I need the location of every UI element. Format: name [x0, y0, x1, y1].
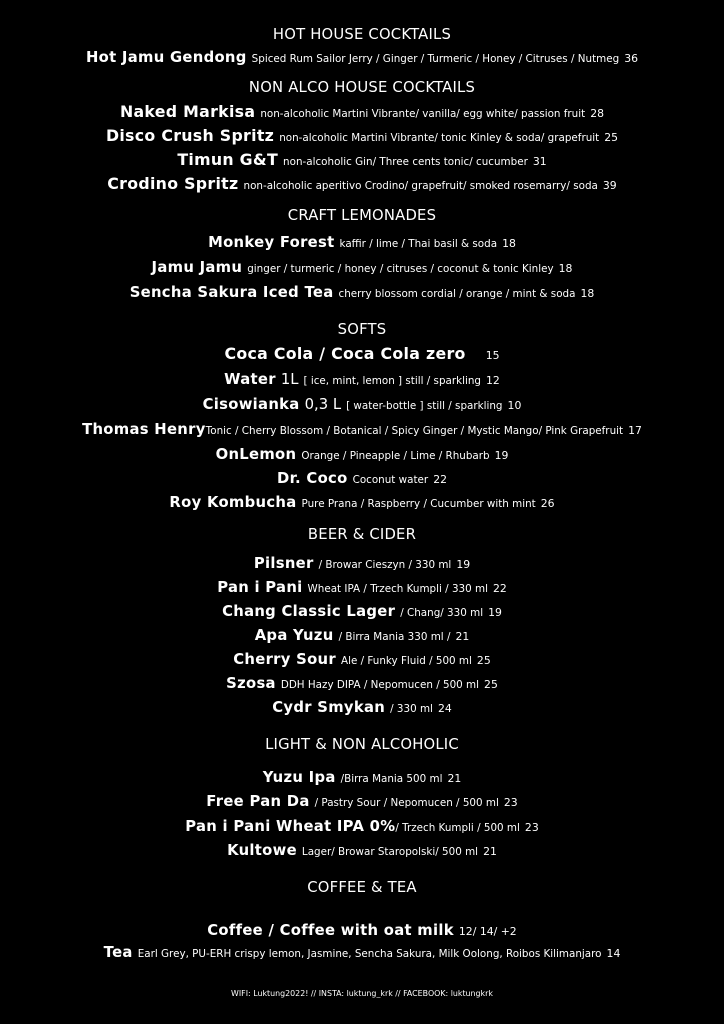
menu-item: [5, 234, 719, 250]
item-desc: non-alcoholic Martini Vibrante/ tonic Kinley & soda/ grapefruit: [279, 131, 600, 144]
section-title-beer-cider: BEER & CIDER: [307, 525, 417, 543]
menu-item: [5, 675, 719, 691]
item-price: 12/ 14/ +2: [458, 924, 517, 938]
menu-item: [5, 104, 719, 120]
item-name: Naked Markisa: [119, 102, 256, 121]
item-price: 36: [624, 51, 639, 65]
footer-contact: WIFI: Luktung2022! // INSTA: luktung_krk // FACEBOOK: luktungkrk: [231, 989, 493, 998]
item-name: Cydr Smykan: [272, 698, 386, 716]
item-name: Pilsner: [253, 554, 314, 572]
item-price: 24: [437, 701, 452, 715]
item-price: 23: [524, 820, 539, 834]
item-price: 25: [604, 130, 619, 144]
item-desc: kaffir / lime / Thai basil & soda: [339, 237, 498, 250]
section-title-craft-lemonades: CRAFT LEMONADES: [287, 206, 437, 224]
item-desc: DDH Hazy DIPA / Nepomucen / 500 ml: [280, 678, 480, 691]
item-name: Dr. Coco: [277, 469, 348, 487]
menu-item: [5, 470, 719, 486]
item-desc: Lager/ Browar Staropolski/ 500 ml: [301, 845, 479, 858]
item-price: 21: [483, 844, 497, 858]
item-desc: [ ice, mint, lemon ] still / sparkling: [303, 374, 482, 387]
item-price: 22: [433, 472, 447, 486]
item-desc: ginger / turmeric / honey / citruses / coconut & tonic Kinley: [247, 262, 554, 275]
item-name: Apa Yuzu: [254, 626, 334, 644]
item-desc: /Birra Mania 500 ml: [340, 772, 443, 785]
item-price: 28: [590, 106, 605, 120]
menu-item: [5, 603, 719, 619]
item-size: 0,3 L: [304, 395, 342, 413]
item-desc: non-alcoholic Gin/ Three cents tonic/ cucumber: [283, 155, 528, 168]
menu-item: [5, 579, 719, 595]
item-price: 21: [447, 771, 462, 785]
item-name: Sencha Sakura Iced Tea: [129, 283, 334, 301]
item-name: Szosa: [226, 674, 276, 692]
menu-item: [5, 627, 719, 643]
item-name: Kultowe: [227, 841, 297, 859]
item-desc: non-alcoholic Martini Vibrante/ vanilla/ egg white/ passion fruit: [260, 107, 586, 120]
item-desc: / Birra Mania 330 ml /: [338, 630, 451, 643]
item-desc: Pure Prana / Raspberry / Cucumber with mint: [301, 497, 536, 510]
menu-item: [5, 371, 719, 387]
item-price: 10: [507, 398, 522, 412]
item-name: Cisowianka: [202, 395, 300, 413]
item-price: 19: [456, 557, 471, 571]
item-name: Cherry Sour: [233, 650, 336, 668]
menu-item: [5, 396, 719, 412]
menu-item: [5, 259, 719, 275]
menu-item: [5, 176, 719, 192]
item-desc: / 330 ml: [390, 702, 433, 715]
menu-item: [5, 793, 719, 809]
menu-item: [5, 651, 719, 667]
item-name: Chang Classic Lager: [222, 602, 396, 620]
menu-item: [5, 346, 719, 362]
menu-item: [5, 494, 719, 510]
item-desc: Tonic / Cherry Blossom / Botanical / Spicy Ginger / Mystic Mango/ Pink Grapefruit: [205, 424, 624, 437]
item-desc: cherry blossom cordial / orange / mint & soda: [338, 287, 576, 300]
item-price: 21: [455, 629, 470, 643]
item-name: Crodino Spritz: [107, 174, 239, 193]
item-desc: Ale / Funky Fluid / 500 ml: [340, 654, 472, 667]
item-name: Disco Crush Spritz: [105, 126, 275, 145]
item-name: OnLemon: [215, 445, 297, 463]
item-price: 39: [602, 178, 617, 192]
section-title-hot-house: HOT HOUSE COCKTAILS: [272, 25, 452, 43]
menu-item: [5, 769, 719, 785]
menu-item: [5, 818, 719, 834]
menu-item: [5, 421, 719, 437]
item-price: 15: [485, 348, 500, 362]
item-desc: [ water-bottle ] still / sparkling: [346, 399, 503, 412]
item-price: 19: [488, 605, 502, 619]
item-price: 22: [492, 581, 507, 595]
section-title-coffee-tea: COFFEE & TEA: [307, 878, 417, 896]
item-desc: / Browar Cieszyn / 330 ml: [318, 558, 452, 571]
section-title-non-alco-house: NON ALCO HOUSE COCKTAILS: [248, 78, 476, 96]
item-name: Jamu Jamu: [151, 258, 243, 276]
menu-item: [5, 699, 719, 715]
item-name: Roy Kombucha: [169, 493, 297, 511]
item-desc: Orange / Pineapple / Lime / Rhubarb: [301, 449, 490, 462]
item-desc: / Trzech Kumpli / 500 ml: [395, 821, 520, 834]
item-name: Pan i Pani Wheat IPA 0%: [185, 817, 396, 835]
item-price: 18: [558, 261, 573, 275]
menu-item: [5, 944, 719, 960]
item-price: 19: [494, 448, 509, 462]
item-name: Pan i Pani: [217, 578, 303, 596]
item-desc: Coconut water: [352, 473, 429, 486]
item-price: 14: [606, 946, 621, 960]
section-title-light-non-alcoholic: LIGHT & NON ALCOHOLIC: [265, 735, 459, 753]
menu-item: [5, 152, 719, 168]
item-name: Coca Cola / Coca Cola zero: [224, 344, 466, 363]
menu-item: [5, 446, 719, 462]
item-price: 23: [503, 795, 518, 809]
item-name: Tea: [103, 943, 133, 961]
menu-item: [5, 128, 719, 144]
item-name: Coffee / Coffee with oat milk: [207, 921, 454, 939]
item-name: Monkey Forest: [208, 233, 335, 251]
item-size: 1L: [280, 370, 299, 388]
item-price: 18: [502, 236, 516, 250]
item-name: Water: [224, 370, 276, 388]
item-desc: Spiced Rum Sailor Jerry / Ginger / Turmeric / Honey / Citruses / Nutmeg: [251, 52, 620, 65]
item-price: 31: [532, 154, 547, 168]
item-price: 25: [476, 653, 491, 667]
item-desc: non-alcoholic aperitivo Crodino/ grapefruit/ smoked rosemarry/ soda: [243, 179, 598, 192]
item-name: Timun G&T: [177, 150, 279, 169]
item-name: Thomas Henry: [82, 420, 206, 438]
section-title-softs: SOFTS: [337, 320, 387, 338]
item-desc: / Chang/ 330 ml: [400, 606, 484, 619]
item-name: Yuzu Ipa: [262, 768, 336, 786]
menu-item: [5, 555, 719, 571]
item-price: 18: [580, 286, 595, 300]
item-price: 17: [628, 423, 642, 437]
item-price: 12: [486, 373, 500, 387]
item-desc: Wheat IPA / Trzech Kumpli / 330 ml: [307, 582, 488, 595]
item-price: 25: [484, 677, 498, 691]
item-desc: Earl Grey, PU-ERH crispy lemon, Jasmine, Sencha Sakura, Milk Oolong, Roibos Kilimanjaro: [137, 947, 602, 960]
menu-item: [5, 922, 719, 938]
item-desc: / Pastry Sour / Nepomucen / 500 ml: [314, 796, 499, 809]
menu-item: [5, 284, 719, 300]
menu-item: [5, 842, 719, 858]
item-name: Free Pan Da: [206, 792, 310, 810]
item-price: 26: [540, 496, 555, 510]
item-name: Hot Jamu Gendong: [85, 48, 247, 66]
menu-item: [5, 49, 719, 65]
